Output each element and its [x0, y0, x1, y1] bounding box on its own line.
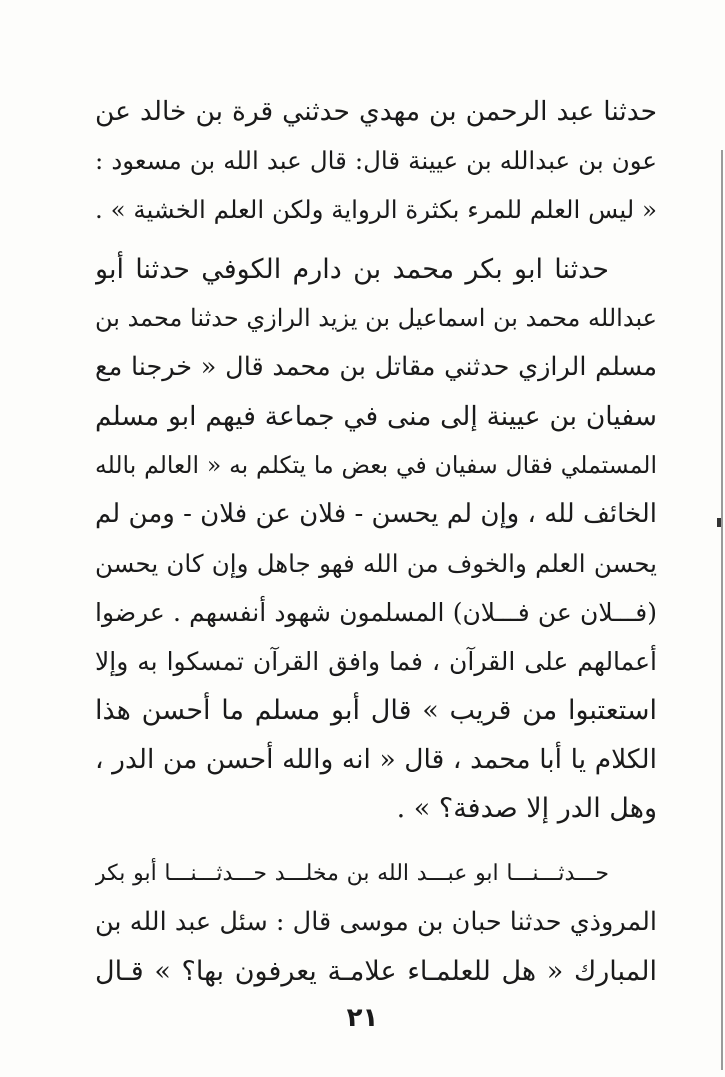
text-line: أعمالهم على القرآن ، فما وافق القرآن تمسكوا به وإلا [95, 647, 657, 676]
text-line: المستملي فقال سفيان في بعض ما يتكلم به « العالم بالله [95, 451, 657, 479]
page-edge-mark [717, 518, 721, 527]
text-line: وهل الدر إلا صدفة؟ » . [396, 793, 657, 824]
text-line: (فـــلان عن فـــلان) المسلمون شهود أنفسهم . عرضوا [95, 598, 657, 627]
text-line: المروذي حدثنا حبان بن موسى قال : سئل عبد الله بن [95, 907, 657, 937]
paragraph-3 [95, 849, 657, 996]
text-line: استعتبوا من قريب » قال أبو مسلم ما أحسن هذا [95, 695, 657, 726]
text-line: عبدالله محمد بن اسماعيل بن يزيد الرازي حدثنا محمد بن [95, 304, 657, 332]
text-line: عون بن عبدالله بن عيينة قال: قال عبد الله بن مسعود : [95, 146, 657, 175]
text-line: يحسن العلم والخوف من الله فهو جاهل وإن كان يحسن [95, 549, 657, 578]
paragraph-1 [95, 87, 657, 234]
text-line: حـــدثـــنـــا ابو عبـــد الله بن مخلـــد حـــدثـــنـــا أبو بكر [95, 861, 609, 886]
text-line: حدثنا عبد الرحمن بن مهدي حدثني قرة بن خالد عن [95, 96, 657, 127]
paragraph-2 [95, 245, 657, 833]
page-number: ٢١ [346, 1003, 379, 1033]
text-line: الخائف لله ، وإن لم يحسن - فلان عن فلان - ومن لم [95, 499, 657, 529]
text-line: مسلم الرازي حدثني مقاتل بن محمد قال « خرجنا مع [95, 352, 657, 382]
page-edge-divider [721, 150, 723, 1070]
text-line: سفيان بن عيينة إلى منى في جماعة فيهم ابو مسلم [95, 401, 657, 432]
text-line: الكلام يا أبا محمد ، قال « انه والله أحسن من الدر ، [95, 744, 657, 775]
text-line: « ليس العلم للمرء بكثرة الرواية ولكن العلم الخشية » . [95, 195, 657, 224]
text-line: حدثنا ابو بكر محمد بن دارم الكوفي حدثنا أبو [95, 254, 609, 285]
text-line: المبارك « هل للعلمـاء علامـة يعرفون بها؟ » قـال [95, 956, 657, 987]
